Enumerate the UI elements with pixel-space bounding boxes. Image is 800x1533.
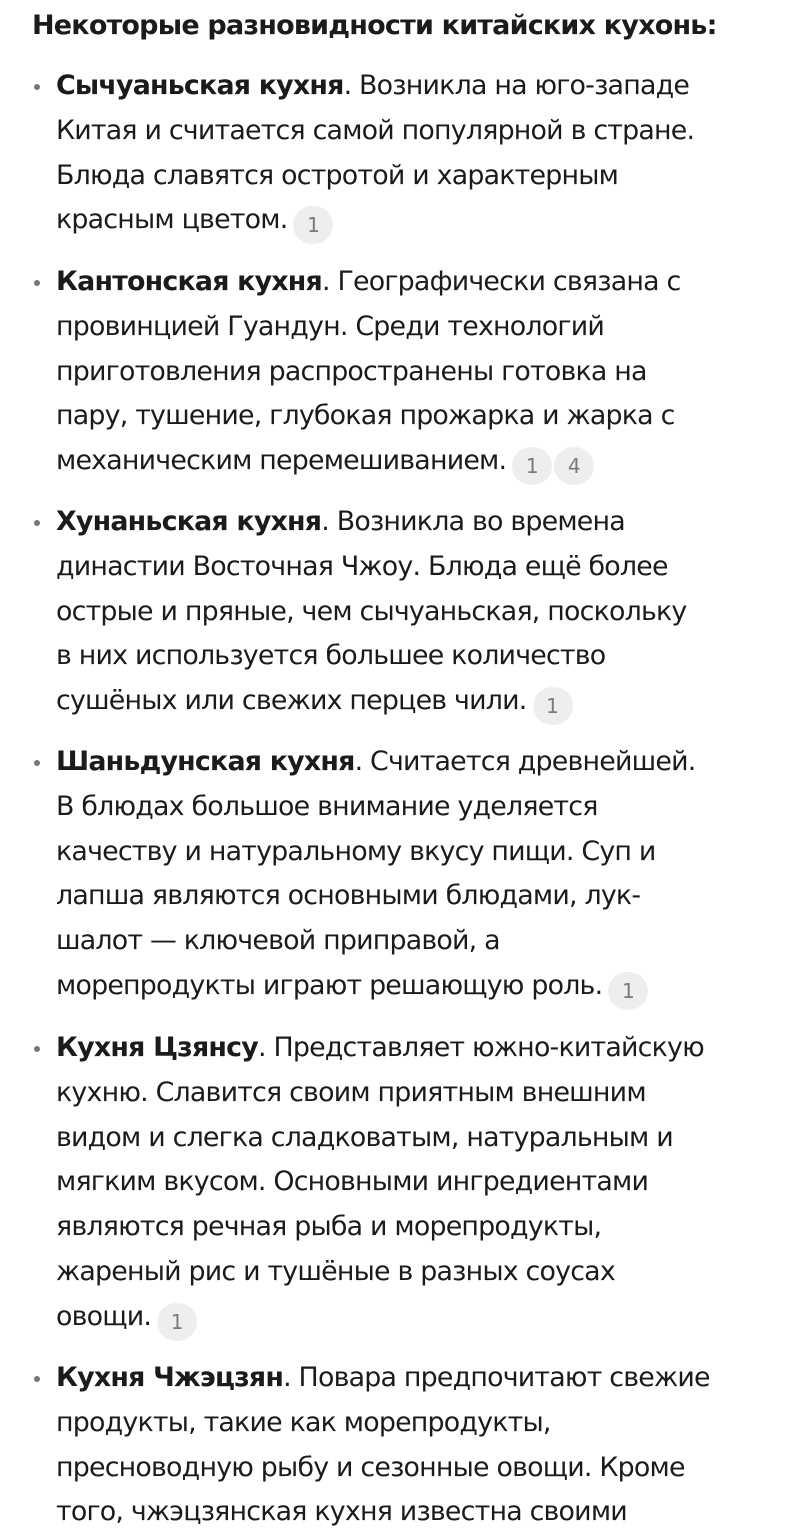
- text-line: [56, 64, 796, 109]
- text-line: того, чжэцзянская кухня известна своими: [56, 1496, 627, 1528]
- text-line: [56, 500, 796, 545]
- source-ref-badge[interactable]: 1: [512, 447, 552, 485]
- text-line: [56, 260, 796, 305]
- text-line: [56, 1026, 796, 1071]
- text-segment: механическим перемешиванием.: [56, 445, 507, 477]
- text-segment: сушёных или свежих перцев чили.: [56, 685, 527, 717]
- section-heading: Некоторые разновидности китайских кухонь:: [32, 10, 717, 41]
- text-line: Китая и считается самой популярной в стране.: [56, 114, 695, 146]
- text-line: [56, 1356, 796, 1401]
- text-segment: красным цветом.: [56, 204, 288, 236]
- text-line: жареный рис и тушёные в разных соусах: [56, 1255, 615, 1287]
- cuisine-name: Шаньдунская кухня: [56, 746, 355, 777]
- text-line: продукты, такие как морепродукты,: [56, 1406, 551, 1438]
- cuisine-name: Кухня Чжэцзян: [56, 1362, 284, 1393]
- text-segment: . Повара предпочитают свежие: [283, 1362, 710, 1393]
- text-segment: . Географически связана с: [322, 266, 681, 297]
- text-line: [56, 964, 796, 1010]
- cuisine-name: Кантонская кухня: [56, 266, 322, 297]
- text-line: [56, 740, 796, 785]
- list-item-cantonese: [56, 260, 796, 485]
- cuisine-name: Кухня Цзянсу: [56, 1032, 258, 1063]
- text-segment: . Возникла во времена: [321, 506, 625, 537]
- text-line: качеству и натуральному вкусу пищи. Суп и: [56, 835, 656, 867]
- text-line: мягким вкусом. Основными ингредиентами: [56, 1166, 649, 1198]
- text-line: в них используется большее количество: [56, 640, 606, 672]
- text-segment: овощи.: [56, 1300, 152, 1332]
- cuisine-name: Сычуаньская кухня: [56, 70, 344, 101]
- text-line: приготовления распространены готовка на: [56, 355, 647, 387]
- cuisine-name: Хунаньская кухня: [56, 506, 322, 537]
- text-line: провинцией Гуандун. Среди технологий: [56, 310, 604, 342]
- text-line: В блюдах большое внимание уделяется: [56, 790, 598, 822]
- text-segment: . Представляет южно-китайскую: [257, 1032, 704, 1063]
- source-ref-badge[interactable]: 1: [533, 687, 573, 725]
- list-item-sichuan: [56, 64, 796, 244]
- text-line: династии Восточная Чжоу. Блюда ещё более: [56, 550, 668, 582]
- text-line: Блюда славятся остротой и характерным: [56, 159, 619, 191]
- list-item-zhejiang: [56, 1356, 796, 1533]
- text-line: кухню. Славится своим приятным внешним: [56, 1076, 646, 1108]
- text-line: лапша являются основными блюдами, лук-: [56, 880, 641, 912]
- text-line: [56, 439, 796, 485]
- text-line: [56, 1295, 796, 1341]
- list-item-jiangsu: [56, 1026, 796, 1341]
- text-segment: . Возникла на юго-западе: [343, 70, 690, 101]
- text-line: видом и слегка сладковатым, натуральным и: [56, 1121, 673, 1153]
- list-item-shandong: [56, 740, 796, 1010]
- text-line: острые и пряные, чем сычуаньская, поскольку: [56, 595, 687, 627]
- source-ref-badge[interactable]: 1: [608, 972, 648, 1010]
- source-ref-badge[interactable]: 1: [157, 1303, 197, 1341]
- source-ref-badge[interactable]: 1: [293, 206, 333, 244]
- source-ref-badge[interactable]: 4: [554, 447, 594, 485]
- text-line: пару, тушение, глубокая прожарка и жарка с: [56, 400, 675, 432]
- text-line: [56, 198, 796, 244]
- text-line: пресноводную рыбу и сезонные овощи. Кроме: [56, 1451, 685, 1483]
- text-line: являются речная рыба и морепродукты,: [56, 1211, 602, 1243]
- text-segment: морепродукты играют решающую роль.: [56, 969, 603, 1001]
- list-item-hunan: [56, 500, 796, 725]
- text-line: [56, 679, 796, 725]
- text-line: шалот — ключевой приправой, а: [56, 925, 500, 957]
- text-segment: . Считается древнейшей.: [354, 746, 696, 777]
